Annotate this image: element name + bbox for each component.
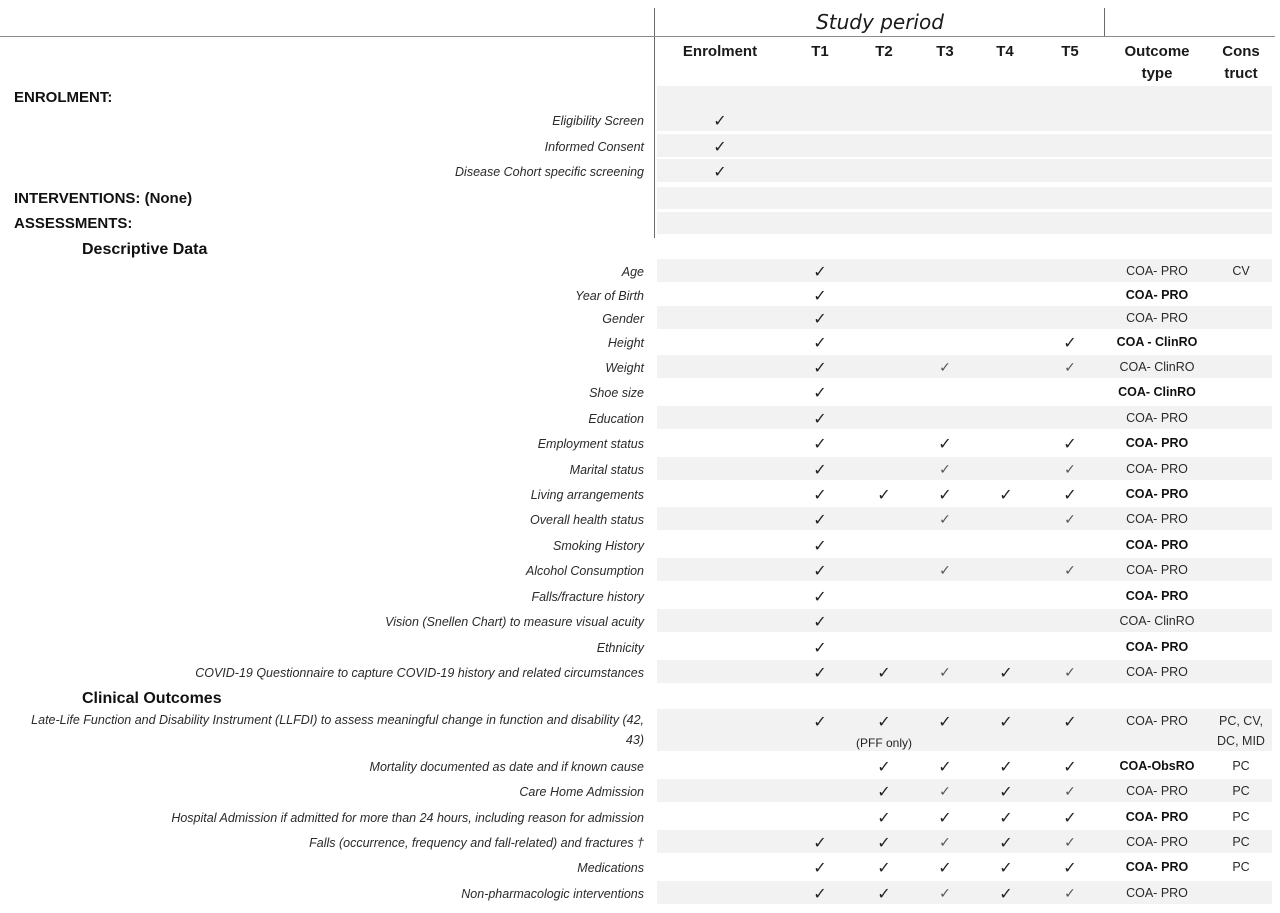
outcome-type-cell: COA- PRO <box>1126 784 1188 798</box>
row-label: Smoking History <box>553 539 644 553</box>
row-label: Ethnicity <box>596 641 644 655</box>
check-mark-t3: ✓ <box>938 858 952 877</box>
outcome-type-cell: COA- PRO <box>1126 411 1188 425</box>
check-mark-t4: ✓ <box>999 833 1013 852</box>
row-label: Age <box>621 265 644 279</box>
outcome-type-cell: COA- PRO <box>1126 462 1188 476</box>
check-mark-t5: ✓ <box>1064 512 1076 528</box>
check-mark-t4: ✓ <box>999 858 1013 877</box>
row-label: Marital status <box>569 463 644 477</box>
outcome-type-cell: COA- PRO <box>1126 512 1188 526</box>
row-label: Shoe size <box>589 386 644 400</box>
col-head-t5: T5 <box>1061 43 1079 60</box>
check-mark-t3: ✓ <box>938 757 952 776</box>
check-mark-t5: ✓ <box>1063 858 1077 877</box>
check-mark-t2: ✓ <box>877 808 891 827</box>
outcome-type-cell: COA- ClinRO <box>1119 614 1195 628</box>
construct-cell: PC <box>1232 810 1250 824</box>
col-head-t1: T1 <box>811 43 829 60</box>
section-clinical-outcomes: Clinical Outcomes <box>82 690 222 707</box>
col-head-enrolment: Enrolment <box>682 43 758 60</box>
check-mark-t5: ✓ <box>1064 665 1076 681</box>
check-mark-t3: ✓ <box>939 665 951 681</box>
check-mark-t1: ✓ <box>813 358 827 377</box>
construct-cell: PC <box>1232 759 1250 773</box>
check-mark-t2: ✓ <box>877 663 891 682</box>
check-mark-t1: ✓ <box>813 561 827 580</box>
check-mark-t3: ✓ <box>939 784 951 800</box>
construct-cell: PC, CV, DC, MID <box>1217 714 1265 748</box>
outcome-type-cell: COA - ClinRO <box>1116 335 1198 349</box>
check-mark-t1: ✓ <box>813 485 827 504</box>
check-mark-t1: ✓ <box>813 510 827 529</box>
header-rule <box>0 36 1275 37</box>
check-mark-t1: ✓ <box>813 612 827 631</box>
section-interventions: INTERVENTIONS: (None) <box>14 190 193 207</box>
check-mark-t4: ✓ <box>999 782 1013 801</box>
check-mark-t1: ✓ <box>813 587 827 606</box>
col-head-t2: T2 <box>875 43 893 60</box>
check-mark-t4: ✓ <box>999 808 1013 827</box>
col-head-construct <box>1212 41 1270 85</box>
outcome-type-cell: COA- PRO <box>1125 288 1189 302</box>
check-mark-t3: ✓ <box>938 434 952 453</box>
row-note: (PFF only) <box>856 736 913 750</box>
check-mark-t1: ✓ <box>813 638 827 657</box>
construct-line1: Cons <box>1222 43 1260 60</box>
row-label: Hospital Admission if admitted for more than 24 hours, including reason for admission <box>171 811 644 825</box>
col-head-t3: T3 <box>936 43 954 60</box>
row-label: Falls/fracture history <box>531 590 644 604</box>
check-mark-t4: ✓ <box>999 712 1013 731</box>
row-label: Year of Birth <box>575 289 644 303</box>
outcome-type-line1: Outcome <box>1124 43 1190 60</box>
check-mark-t3: ✓ <box>939 360 951 376</box>
check-mark-t1: ✓ <box>813 383 827 402</box>
col-head-outcome-type <box>1112 41 1202 85</box>
outcome-type-cell: COA- PRO <box>1125 487 1189 501</box>
band-assessments <box>657 212 1272 234</box>
row-band <box>657 159 1272 182</box>
outcome-type-cell: COA- PRO <box>1125 538 1189 552</box>
check-mark-t1: ✓ <box>813 309 827 328</box>
row-label: Education <box>588 412 644 426</box>
col-head-t4: T4 <box>996 43 1014 60</box>
section-assessments: ASSESSMENTS: <box>14 215 133 232</box>
outcome-type-cell: COA-ObsRO <box>1119 759 1195 773</box>
check-mark-t3: ✓ <box>938 485 952 504</box>
outcome-type-cell: COA- PRO <box>1125 860 1189 874</box>
outcome-type-cell: COA- PRO <box>1126 264 1188 278</box>
check-mark-t5: ✓ <box>1064 360 1076 376</box>
band-interventions <box>657 187 1272 209</box>
outcome-type-cell: COA- PRO <box>1125 810 1189 824</box>
section-enrolment: ENROLMENT: <box>14 89 113 106</box>
check-mark-t4: ✓ <box>999 884 1013 903</box>
check-mark-t2: ✓ <box>877 858 891 877</box>
check-mark-t5: ✓ <box>1064 835 1076 851</box>
header-divider-right <box>1104 8 1105 36</box>
outcome-type-cell: COA- PRO <box>1125 589 1189 603</box>
outcome-type-cell: COA- PRO <box>1125 640 1189 654</box>
construct-line2: truct <box>1224 65 1258 82</box>
check-mark-t1: ✓ <box>813 712 827 731</box>
check-mark-t5: ✓ <box>1063 712 1077 731</box>
row-label: Gender <box>602 312 644 326</box>
check-mark-t1: ✓ <box>813 286 827 305</box>
check-mark-t2: ✓ <box>877 712 891 731</box>
row-band <box>657 108 1272 131</box>
row-label: Falls (occurrence, frequency and fall-related) and fractures † <box>309 836 644 850</box>
check-mark-t4: ✓ <box>999 663 1013 682</box>
check-mark-t5: ✓ <box>1063 485 1077 504</box>
row-label: Informed Consent <box>544 140 644 154</box>
check-mark-t2: ✓ <box>877 485 891 504</box>
check-mark-t3: ✓ <box>939 462 951 478</box>
check-mark-t5: ✓ <box>1064 563 1076 579</box>
check-mark-t4: ✓ <box>999 485 1013 504</box>
check-mark-t1: ✓ <box>813 460 827 479</box>
outcome-type-cell: COA- ClinRO <box>1119 360 1195 374</box>
header-divider-left <box>654 8 655 238</box>
check-mark-t3: ✓ <box>938 808 952 827</box>
row-label: Living arrangements <box>530 488 644 502</box>
check-mark-t5: ✓ <box>1064 886 1076 902</box>
band-enrolment <box>657 86 1272 108</box>
check-mark-t5: ✓ <box>1063 434 1077 453</box>
check-mark-t1: ✓ <box>813 333 827 352</box>
check-mark-t3: ✓ <box>939 886 951 902</box>
check-mark-t1: ✓ <box>813 884 827 903</box>
construct-cell: PC <box>1232 860 1250 874</box>
row-label: Medications <box>577 861 644 875</box>
outcome-type-cell: COA- PRO <box>1126 886 1188 900</box>
check-mark-t2: ✓ <box>877 833 891 852</box>
row-label: Weight <box>605 361 644 375</box>
outcome-type-cell: COA- ClinRO <box>1118 385 1196 399</box>
outcome-type-cell: COA- PRO <box>1126 835 1188 849</box>
check-mark-t1: ✓ <box>813 409 827 428</box>
row-label: Overall health status <box>530 513 644 527</box>
check-mark-enrolment: ✓ <box>713 162 727 181</box>
row-label: Non-pharmacologic interventions <box>461 887 644 901</box>
row-label: Eligibility Screen <box>552 114 644 128</box>
outcome-type-line2: type <box>1141 65 1173 82</box>
study-period-title: Study period <box>816 10 944 34</box>
row-label: Mortality documented as date and if known cause <box>369 760 644 774</box>
construct-cell: PC <box>1232 835 1250 849</box>
row-band <box>657 134 1272 157</box>
check-mark-t1: ✓ <box>813 833 827 852</box>
construct-cell: CV <box>1232 264 1250 278</box>
check-mark-t5: ✓ <box>1063 808 1077 827</box>
outcome-type-cell: COA- PRO <box>1125 436 1189 450</box>
outcome-type-cell: COA- PRO <box>1126 311 1188 325</box>
check-mark-enrolment: ✓ <box>713 111 727 130</box>
check-mark-t1: ✓ <box>813 262 827 281</box>
check-mark-t5: ✓ <box>1063 333 1077 352</box>
check-mark-t1: ✓ <box>813 858 827 877</box>
row-label: Vision (Snellen Chart) to measure visual acuity <box>385 615 644 629</box>
check-mark-t2: ✓ <box>877 757 891 776</box>
row-label: Height <box>607 336 644 350</box>
check-mark-t3: ✓ <box>939 835 951 851</box>
row-label: Late-Life Function and Disability Instrument (LLFDI) to assess meaningful change in function and disability (42, 43) <box>31 713 644 747</box>
outcome-type-cell: COA- PRO <box>1126 714 1188 728</box>
section-descriptive-data: Descriptive Data <box>82 241 208 258</box>
check-mark-t2: ✓ <box>877 884 891 903</box>
check-mark-t4: ✓ <box>999 757 1013 776</box>
check-mark-t3: ✓ <box>938 712 952 731</box>
row-label: Care Home Admission <box>519 785 644 799</box>
check-mark-t3: ✓ <box>939 512 951 528</box>
outcome-type-cell: COA- PRO <box>1126 665 1188 679</box>
check-mark-t2: ✓ <box>877 782 891 801</box>
check-mark-t1: ✓ <box>813 434 827 453</box>
check-mark-t1: ✓ <box>813 536 827 555</box>
row-label: COVID-19 Questionnaire to capture COVID-19 history and related circumstances <box>195 666 644 680</box>
outcome-type-cell: COA- PRO <box>1126 563 1188 577</box>
construct-cell: PC <box>1232 784 1250 798</box>
check-mark-t5: ✓ <box>1064 462 1076 478</box>
check-mark-t3: ✓ <box>939 563 951 579</box>
check-mark-t5: ✓ <box>1063 757 1077 776</box>
row-label: Alcohol Consumption <box>525 564 644 578</box>
row-label: Employment status <box>537 437 644 451</box>
check-mark-t5: ✓ <box>1064 784 1076 800</box>
check-mark-t1: ✓ <box>813 663 827 682</box>
check-mark-enrolment: ✓ <box>713 137 727 156</box>
row-label: Disease Cohort specific screening <box>455 165 644 179</box>
